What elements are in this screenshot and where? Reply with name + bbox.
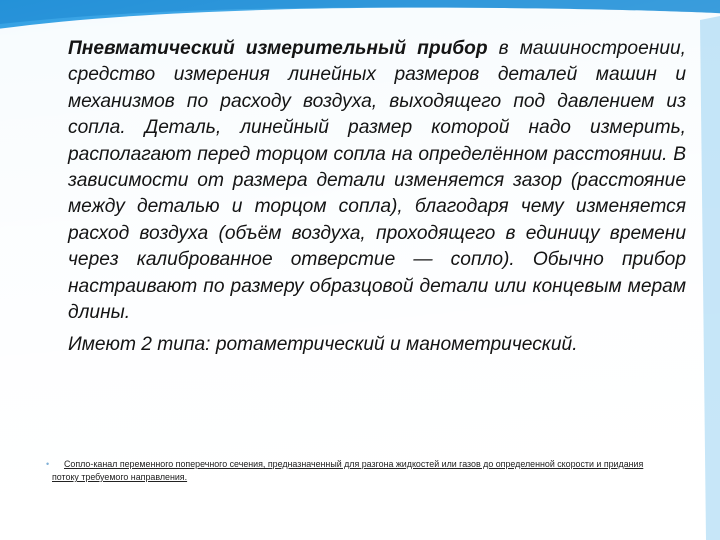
footnote-link[interactable]: Сопло-канал переменного поперечного сечения, предназначенный для разгона жидкостей или газов до определенной скорости и придания потоку требуемого направления.: [52, 459, 644, 482]
term-title: Пневматический измерительный прибор: [68, 38, 488, 59]
types-paragraph: Имеют 2 типа: ротаметрический и манометрический.: [68, 334, 578, 356]
footnote: [46, 458, 672, 484]
definition-body: в машиностроении, средство измерения линейных размеров деталей машин и механизмов по расходу воздуха, выходящего под давлением из сопла. Деталь, линейный размер которой надо измерить, располагают перед торцом сопла на определённом расстоянии. В зависимости от размера детали изменяется зазор (расстояние между деталью и торцом сопла), благодаря чему изменяется расход воздуха (объём воздуха, проходящего в единицу времени через калиброванное отверстие — сопло). Обычно прибор настраивают по размеру образцовой детали или концевым мерам длины.: [68, 38, 686, 324]
definition-paragraph: [68, 36, 686, 359]
footnote-bullet: •: [46, 459, 50, 469]
